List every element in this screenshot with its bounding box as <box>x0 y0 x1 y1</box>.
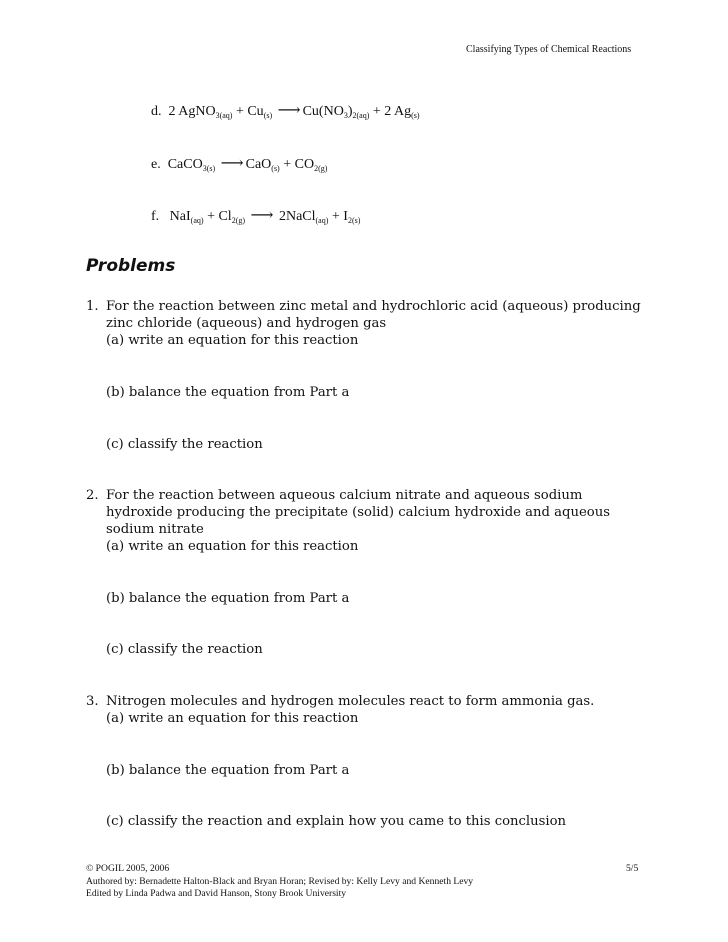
reaction-arrow-icon: ⟶ <box>250 207 274 224</box>
problem-line: For the reaction between zinc metal and hydrochloric acid (aqueous) producing <box>106 299 641 314</box>
eq-sub: (aq) <box>190 216 204 225</box>
problem-1-part-b: (b) balance the equation from Part a <box>106 385 350 400</box>
equation-label: d. <box>151 104 162 119</box>
eq-sub: (s) <box>411 111 420 120</box>
problem-1 <box>86 298 641 349</box>
eq-text: + Cl <box>203 209 232 224</box>
eq-sub: 2(g) <box>314 164 328 173</box>
problem-2-part-b: (b) balance the equation from Part a <box>106 591 350 606</box>
footer-authors: Authored by: Bernadette Halton-Black and Bryan Horan; Revised by: Kelly Levy and Kenneth Levy <box>86 876 474 887</box>
problem-3-part-b: (b) balance the equation from Part a <box>106 763 350 778</box>
reaction-arrow-icon: ⟶ <box>220 155 244 172</box>
problem-line: sodium nitrate <box>106 522 204 537</box>
problem-3-part-c: (c) classify the reaction and explain how you came to this conclusion <box>106 814 567 829</box>
eq-text: CaO <box>245 157 272 172</box>
problems-heading: Problems <box>86 256 176 276</box>
eq-text: 2NaCl <box>278 209 316 224</box>
equation-e <box>151 153 327 173</box>
eq-text: CaCO <box>167 157 203 172</box>
problem-1-part-c: (c) classify the reaction <box>106 437 263 452</box>
equation-f <box>151 205 360 225</box>
eq-text: + Cu <box>232 104 264 119</box>
eq-text: + I <box>328 209 348 224</box>
footer-editors: Edited by Linda Padwa and David Hanson, Stony Brook University <box>86 888 347 899</box>
equation-label: e. <box>151 157 161 172</box>
eq-sub: 2(s) <box>347 216 361 225</box>
problem-part-a: (a) write an equation for this reaction <box>106 333 359 348</box>
eq-sub: 3 <box>343 111 348 120</box>
reaction-arrow-icon: ⟶ <box>277 102 301 119</box>
footer-page-number: 5/5 <box>626 863 639 874</box>
eq-text: 2 AgNO <box>168 104 216 119</box>
problem-part-a: (a) write an equation for this reaction <box>106 711 359 726</box>
problem-2 <box>86 487 610 555</box>
problem-line: zinc chloride (aqueous) and hydrogen gas <box>106 316 387 331</box>
problem-3 <box>86 693 594 727</box>
eq-text: NaI <box>169 209 191 224</box>
problem-number: 2. <box>86 488 99 503</box>
problem-line: hydroxide producing the precipitate (solid) calcium hydroxide and aqueous <box>106 505 610 520</box>
problem-line: Nitrogen molecules and hydrogen molecules react to form ammonia gas. <box>106 694 595 709</box>
equation-d <box>151 100 420 120</box>
eq-sub: 2(aq) <box>352 111 370 120</box>
problem-part-a: (a) write an equation for this reaction <box>106 539 359 554</box>
eq-sub: (aq) <box>315 216 329 225</box>
equation-label: f. <box>151 209 160 224</box>
eq-sub: (s) <box>271 164 280 173</box>
page-header-title: Classifying Types of Chemical Reactions <box>466 44 632 55</box>
problem-line: For the reaction between aqueous calcium nitrate and aqueous sodium <box>106 488 583 503</box>
eq-text: + CO <box>279 157 315 172</box>
eq-text: + 2 Ag <box>369 104 412 119</box>
eq-text: Cu(NO <box>302 104 344 119</box>
eq-text: ) <box>347 104 353 119</box>
eq-sub: (s) <box>263 111 273 120</box>
eq-sub: 3(aq) <box>215 111 233 120</box>
problem-2-part-c: (c) classify the reaction <box>106 642 263 657</box>
footer-copyright: © POGIL 2005, 2006 <box>86 863 170 874</box>
eq-sub: 2(g) <box>231 216 246 225</box>
eq-sub: 3(s) <box>202 164 216 173</box>
problem-number: 1. <box>86 299 99 314</box>
problem-number: 3. <box>86 694 99 709</box>
